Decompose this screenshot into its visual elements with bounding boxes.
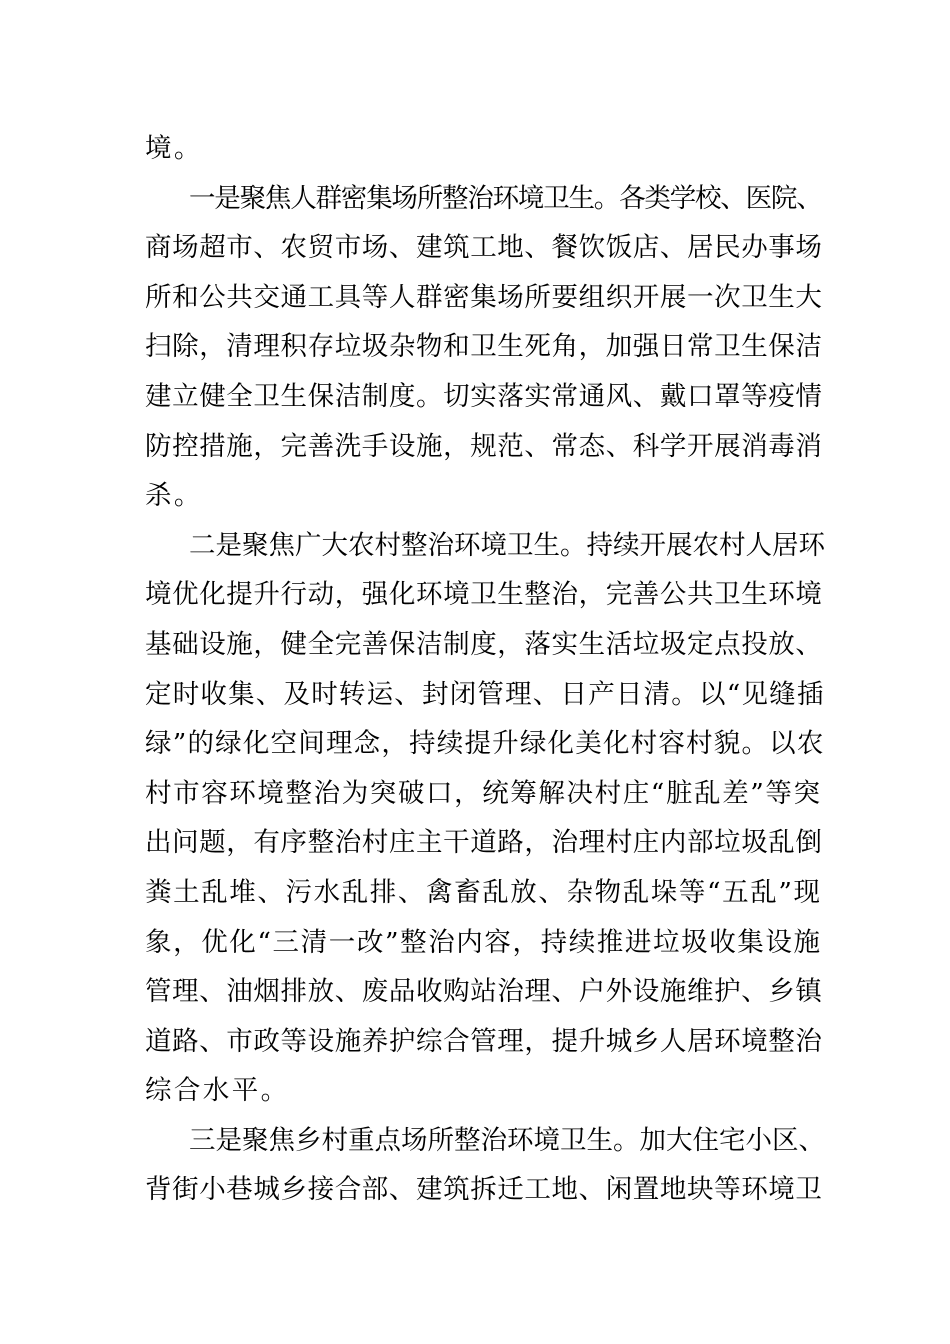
paragraph-key-places	[145, 1116, 825, 1215]
text-line: 综合水平。	[145, 1075, 290, 1107]
text-line: 境优化提升行动，强化环境卫生整治，完善公共卫生环境	[145, 579, 823, 611]
text-line: 三是聚焦乡村重点场所整治环境卫生。加大住宅小区、	[189, 1124, 825, 1156]
text-line: 二是聚焦广大农村整治环境卫生。持续开展农村人居环	[189, 529, 825, 561]
document-page	[145, 124, 825, 1215]
text-line: 所和公共交通工具等人群密集场所要组织开展一次卫生大	[145, 281, 823, 313]
text-line: 道路、市政等设施养护综合管理，提升城乡人居环境整治	[145, 1025, 823, 1057]
paragraph-crowded-places	[145, 174, 823, 521]
text-line: 粪土乱堆、污水乱排、禽畜乱放、杂物乱垛等“五乱”现	[145, 876, 822, 908]
text-line: 背街小巷城乡接合部、建筑拆迁工地、闲置地块等环境卫	[145, 1174, 823, 1206]
text-line: 定时收集、及时转运、封闭管理、日产日清。以“见缝插	[145, 678, 825, 710]
text-line: 防控措施，完善洗手设施，规范、常态、科学开展消毒消	[145, 430, 823, 462]
text-line: 建立健全卫生保洁制度。切实落实常通风、戴口罩等疫情	[145, 380, 823, 412]
text-line: 绿”的绿化空间理念，持续提升绿化美化村容村貌。以农	[145, 728, 825, 760]
text-line: 扫除，清理积存垃圾杂物和卫生死角，加强日常卫生保洁	[145, 331, 823, 363]
text-line: 象，优化“三清一改”整治内容，持续推进垃圾收集设施	[145, 926, 822, 958]
text-line: 商场超市、农贸市场、建筑工地、餐饮饭店、居民办事场	[145, 232, 823, 264]
text-line: 杀。	[145, 480, 203, 512]
text-line: 村市容环境整治为突破口，统筹解决村庄“脏乱差”等突	[145, 777, 822, 809]
text-line: 一是聚焦人群密集场所整治环境卫生。各类学校、医院、	[189, 182, 822, 214]
paragraph-continuation	[145, 124, 815, 174]
text-line: 出问题，有序整治村庄主干道路，治理村庄内部垃圾乱倒	[145, 827, 823, 859]
text-line: 管理、油烟排放、废品收购站治理、户外设施维护、乡镇	[145, 976, 823, 1008]
text-line: 基础设施，健全完善保洁制度，落实生活垃圾定点投放、	[145, 628, 823, 660]
paragraph-rural-areas	[145, 521, 825, 1116]
text-line: 境。	[145, 133, 203, 164]
